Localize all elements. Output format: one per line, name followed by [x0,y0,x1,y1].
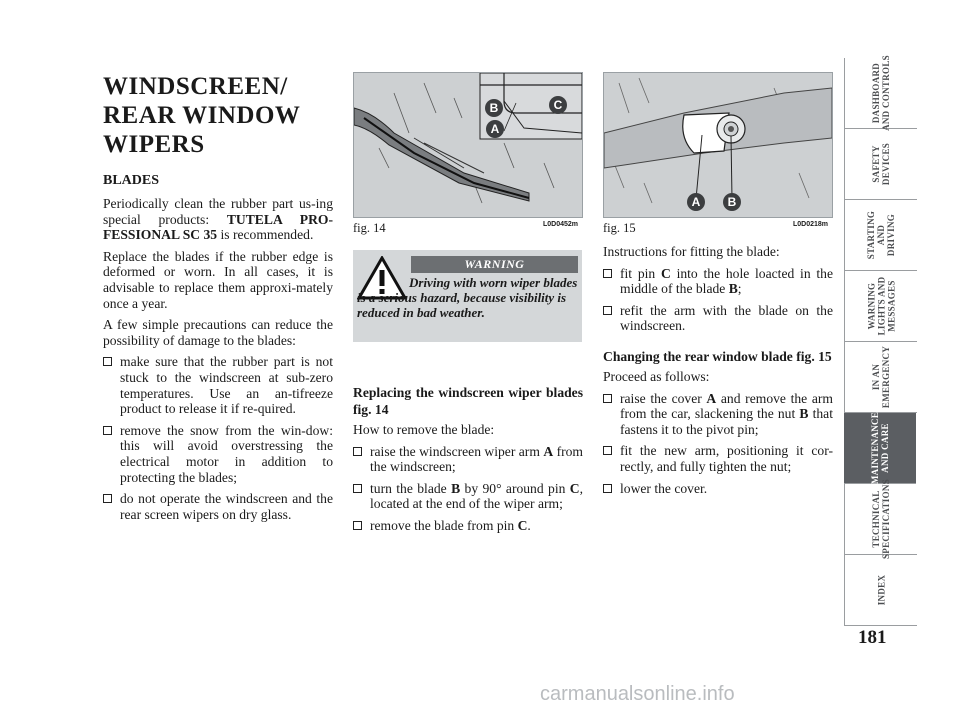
tab-safety-devices[interactable]: SAFETY DEVICES [844,129,917,200]
tab-technical-specifications[interactable]: TECHNICAL SPECIFICATIONS [844,484,917,555]
paragraph-cleaning: Periodically clean the rubber part us-ing special products: TUTELA PRO-FESSIONAL SC 35 is recommended. [103,196,333,243]
tab-maintenance-and-care[interactable]: MAINTENANCE AND CARE [844,413,916,484]
checkbox-bullet-icon [603,481,620,497]
column-2 [353,384,583,540]
figure-15-rear-wiper [603,72,833,218]
figure-14-caption: fig. 14 [353,221,386,235]
section-heading-windscreen-blades: Replacing the windscreen wiper blades fig. 14 [353,385,583,417]
list-item: raise the windscreen wiper arm A from the windscreen; [353,444,583,475]
fig14-label-a: A [490,122,500,136]
title-line-1: WINDSCREEN/ [103,73,288,100]
fig15-label-a: A [691,195,701,209]
page-title [103,72,300,159]
checkbox-bullet-icon [353,481,370,512]
rear-wiper-illustration [604,73,832,217]
list-item: remove the blade from pin C. [353,518,583,534]
watermark: carmanualsonline.info [540,683,735,705]
checkbox-bullet-icon [103,354,120,416]
tab-starting-and-driving[interactable]: STARTING AND DRIVING [844,200,917,271]
checkbox-bullet-icon [103,423,120,485]
list-item: lower the cover. [603,481,833,497]
figure-14-windscreen-wiper [353,72,583,218]
blades-heading: BLADES [103,173,160,188]
checkbox-bullet-icon [103,491,120,522]
paragraph-fit-intro: Instructions for fitting the blade: [603,244,780,259]
checkbox-bullet-icon [603,266,620,297]
paragraph-replace: Replace the blades if the rubber edge is deformed or worn. In all cases, it is advisable to replace them approxi-mately once a year. [103,248,333,311]
figure-15-code: L0D0218m [793,221,829,228]
figure-15-caption: fig. 15 [603,221,636,235]
warning-box [353,250,582,342]
page-number: 181 [858,627,887,648]
checkbox-bullet-icon [603,443,620,474]
fig14-label-b: B [489,101,499,115]
section-heading-rear-blade: Changing the rear window blade fig. 15 [603,348,832,364]
column-3 [603,244,833,502]
list-item: remove the snow from the win-dow: this will avoid overstressing the electrical motor in addition to protecting the blades; [103,423,333,485]
list-item: fit pin C into the hole loacted in the middle of the blade B; [603,266,833,297]
tab-warning-lights-and-messages[interactable]: WARNING LIGHTS AND MESSAGES [844,271,917,342]
checkbox-bullet-icon [603,303,620,334]
checkbox-bullet-icon [603,391,620,438]
title-line-2: REAR WINDOW [103,102,301,129]
fig14-label-c: C [553,98,563,112]
list-item: raise the cover A and remove the arm from the car, slackening the nut B that fastens it to the pivot pin; [603,391,833,438]
windscreen-wiper-illustration [354,73,582,217]
column-1 [103,196,333,528]
list-item: refit the arm with the blade on the windscreen. [603,303,833,334]
paragraph-proceed: Proceed as follows: [603,368,710,384]
product-name: TUTELA PRO-FESSIONAL SC 35 [103,211,333,243]
paragraph-precautions: A few simple precautions can reduce the possibility of damage to the blades: [103,317,333,348]
title-line-3: WIPERS [103,131,205,158]
list-item: make sure that the rubber part is not stuck to the windscreen at sub-zero temperatures. Use an an-tifreeze product to release it if re-quired. [103,354,333,416]
tab-index[interactable]: INDEX [844,555,917,626]
warning-text: Driving with worn wiper blades is a serious hazard, because visibility is reduced in bad weather. [357,275,578,320]
figure-14-code: L0D0452m [543,221,579,228]
list-item: fit the new arm, positioning it cor-rectly, and fully tighten the nut; [603,443,833,474]
checkbox-bullet-icon [353,518,370,534]
list-item: turn the blade B by 90° around pin C, located at the end of the wiper arm; [353,481,583,512]
tab-in-an-emergency[interactable]: IN AN EMERGENCY [844,342,917,413]
checkbox-bullet-icon [353,444,370,475]
tab-dashboard-and-controls[interactable]: DASHBOARD AND CONTROLS [844,58,917,129]
list-item: do not operate the windscreen and the rear screen wipers on dry glass. [103,491,333,522]
warning-heading: WARNING [411,256,578,273]
paragraph-remove-intro: How to remove the blade: [353,422,495,437]
fig15-label-b: B [727,195,737,209]
